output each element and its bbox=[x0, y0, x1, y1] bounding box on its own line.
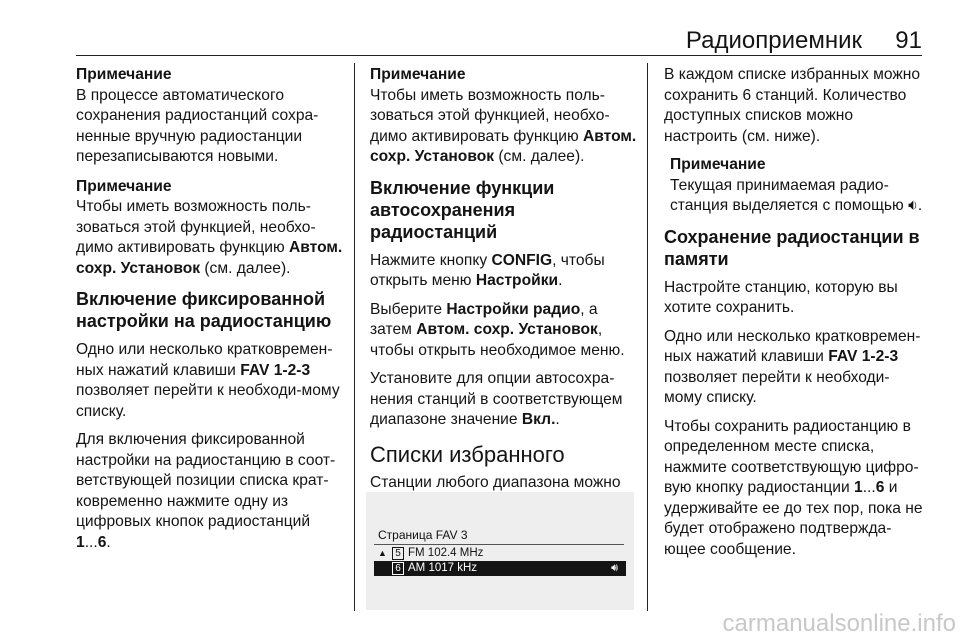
watermark: carmanualsonline.info bbox=[722, 610, 956, 637]
note-body: Чтобы иметь возможность поль-зоваться этой функцией, необхо-димо активировать функцию Автом. сохр. Установок (см. далее). bbox=[76, 198, 343, 277]
favorite-list-item-selected bbox=[374, 561, 626, 576]
note-title: Примечание bbox=[370, 66, 466, 83]
key-term: CONFIG bbox=[491, 251, 553, 269]
menu-term: Настройки bbox=[475, 272, 559, 289]
note-body: Чтобы иметь возможность поль-зоваться этой функцией, необхо-димо активировать функцию Автом. сохр. Установок (см. далее). bbox=[370, 86, 637, 165]
arrow-up-icon: ▲ bbox=[378, 548, 387, 558]
chapter-heading: Списки избранного bbox=[370, 441, 565, 467]
paragraph: Нажмите кнопку CONFIG, чтобы открыть меню Настройки. bbox=[370, 251, 605, 289]
key-term: 6 bbox=[97, 533, 107, 551]
column-divider-1 bbox=[354, 63, 355, 611]
section-heading: Включение фиксированной настройки на радиостанцию bbox=[76, 289, 332, 331]
column-1 bbox=[76, 65, 346, 561]
station-frequency: FM 102.4 MHz bbox=[408, 547, 484, 559]
note-title: Примечание bbox=[76, 66, 172, 83]
column-2 bbox=[370, 65, 640, 542]
note-activate-function bbox=[76, 177, 346, 280]
section-heading: Сохранение радиостанции в памяти bbox=[664, 226, 920, 269]
paragraph: Установите для опции автосохра-нения станций в соответствующем диапазоне значение Вкл.. bbox=[370, 370, 623, 428]
paragraph: Станции любого диапазона можно bbox=[370, 473, 621, 491]
page-title: Радиоприемник bbox=[685, 27, 862, 54]
key-term: FAV 1-2-3 bbox=[240, 361, 311, 379]
note-title: Примечание bbox=[76, 177, 172, 195]
favorite-list-item bbox=[374, 546, 626, 561]
paragraph: Одно или несколько кратковремен-ных нажатий клавиши FAV 1-2-3 позволяет перейти к необходи-мому списку. bbox=[76, 341, 340, 420]
screen-title: Страница FAV 3 bbox=[378, 528, 468, 542]
paragraph: В каждом списке избранных можно сохранить 6 станций. Количество доступных списков можно настроить (см. ниже). bbox=[664, 66, 921, 145]
menu-term: Автом. сохр. Установок bbox=[76, 239, 343, 277]
paragraph: Одно или несколько кратковремен-ных нажатий клавиши FAV 1-2-3 позволяет перейти к необходи-мому списку. bbox=[664, 327, 921, 406]
preset-number: 5 bbox=[392, 547, 404, 560]
note-body: В процессе автоматического сохранения радиостанций сохра-ненные вручную радиостанции перезаписываются новыми. bbox=[76, 86, 319, 165]
preset-number: 6 bbox=[392, 562, 404, 575]
note-activate-function bbox=[370, 65, 640, 168]
menu-term: Автом. сохр. Установок bbox=[416, 321, 598, 338]
page-number: 91 bbox=[895, 27, 922, 54]
key-term: 1 bbox=[854, 479, 863, 496]
note-body: Текущая принимаемая радио-станция выделяется с помощью 🔉︎. bbox=[670, 176, 923, 214]
key-term: FAV 1-2-3 bbox=[828, 348, 899, 365]
key-term: 6 bbox=[875, 479, 885, 496]
paragraph: Выберите Настройки радио, а затем Автом. сохр. Установок, чтобы открыть необходимое меню. bbox=[370, 300, 625, 359]
paragraph: Настройте станцию, которую вы хотите сохранить. bbox=[664, 278, 898, 316]
speaker-icon: 🔊︎ bbox=[611, 562, 618, 574]
screen-divider bbox=[374, 544, 624, 545]
header-divider bbox=[76, 55, 922, 56]
page-header bbox=[0, 0, 960, 54]
note-current-station bbox=[664, 155, 926, 217]
key-term: 1 bbox=[76, 533, 85, 551]
menu-term: Вкл. bbox=[521, 411, 556, 428]
note-autosave bbox=[76, 65, 346, 168]
display-screenshot bbox=[366, 492, 634, 610]
station-frequency: AM 1017 kHz bbox=[408, 562, 478, 574]
section-heading: Включение функции автосохранения радиостанций bbox=[370, 177, 555, 242]
menu-term: Автом. сохр. Установок bbox=[370, 127, 637, 165]
column-3 bbox=[664, 65, 926, 568]
paragraph: Для включения фиксированной настройки на радиостанцию в соот-ветствующей позиции списка крат-ковременно нажмите одну из цифровых кнопок радиостанций 1...6. bbox=[76, 431, 336, 551]
column-divider-2 bbox=[647, 63, 648, 611]
paragraph: Чтобы сохранить радиостанцию в определенном месте списка, нажмите соответствующую цифро-вую кнопку радиостанции 1...6 и удерживайте ее до тех пор, пока не будет отображено подтвержда-ющее сообщение. bbox=[664, 417, 923, 558]
menu-term: Настройки радио bbox=[446, 300, 581, 318]
speaker-icon: 🔉︎ bbox=[908, 197, 918, 214]
note-title: Примечание bbox=[670, 156, 766, 173]
